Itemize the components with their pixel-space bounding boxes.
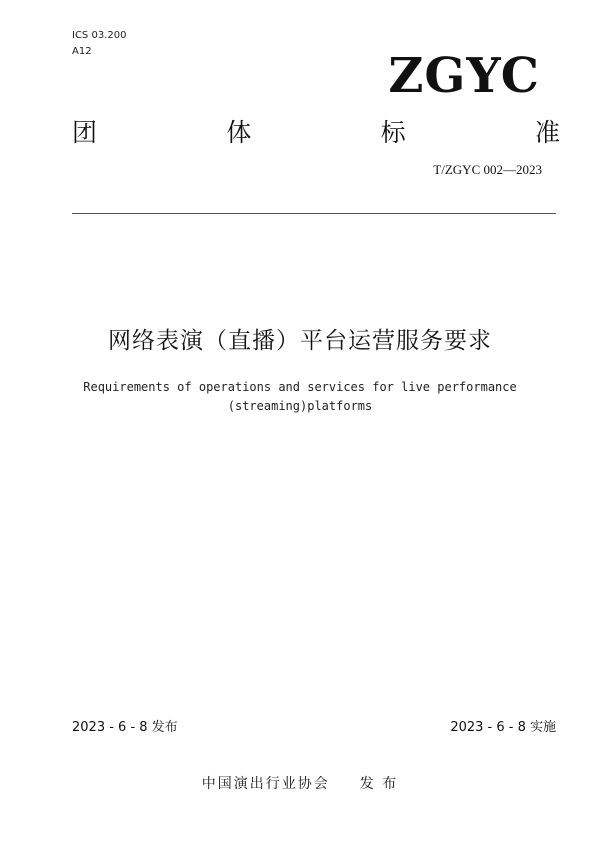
publisher-org: 中国演出行业协会 bbox=[201, 776, 330, 792]
standard-type-char: 准 bbox=[534, 118, 560, 147]
standard-type-char: 标 bbox=[380, 118, 406, 147]
ics-code: ICS 03.200 bbox=[72, 30, 127, 41]
ics-block bbox=[72, 28, 126, 60]
header-divider bbox=[72, 213, 556, 214]
title-english-line: Requirements of operations and services for live performance bbox=[83, 380, 517, 394]
publisher bbox=[0, 773, 600, 793]
implement-date: 2023 - 6 - 8 实施 bbox=[450, 720, 556, 735]
publish-date: 2023 - 6 - 8 发布 bbox=[72, 720, 178, 735]
standard-type-char: 团 bbox=[72, 118, 98, 147]
publisher-action: 发 布 bbox=[359, 776, 399, 792]
title-chinese: 网络表演（直播）平台运营服务要求 bbox=[108, 328, 492, 354]
org-logo: ZGYC bbox=[388, 48, 540, 104]
title-english bbox=[0, 378, 600, 416]
standard-type-char: 体 bbox=[226, 118, 252, 147]
ccs-code: A12 bbox=[72, 46, 92, 57]
title-english-line: (streaming)platforms bbox=[227, 399, 373, 413]
standard-type bbox=[72, 118, 560, 148]
standard-number: T/ZGYC 002—2023 bbox=[433, 162, 542, 177]
